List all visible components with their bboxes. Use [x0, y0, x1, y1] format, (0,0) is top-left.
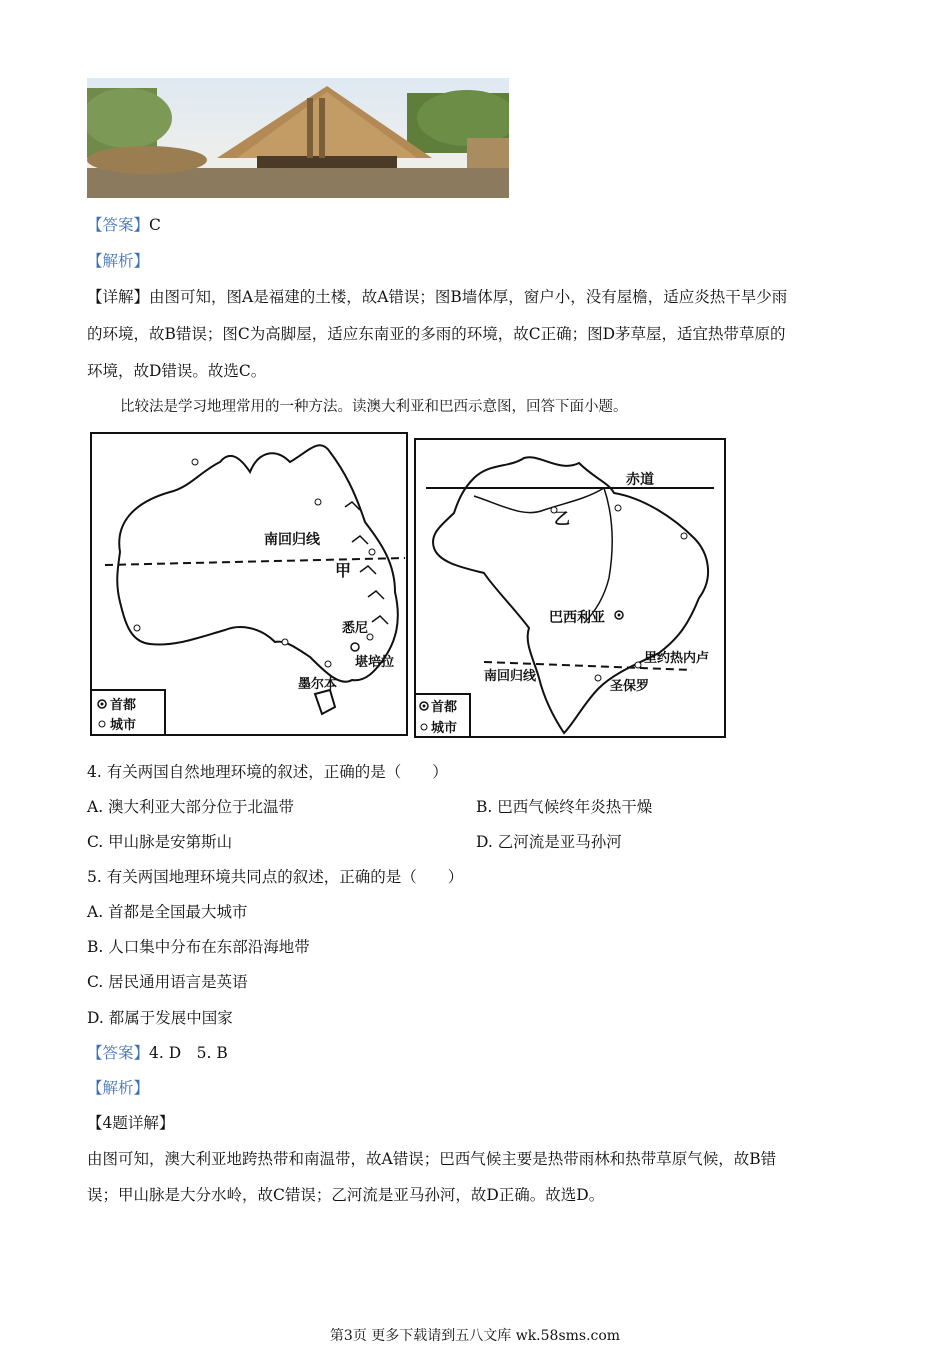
br-legend-city: 城市 — [431, 721, 458, 736]
q4-detail-line-2: 误；甲山脉是大分水岭，故C错误；乙河流是亚马孙河，故D正确。故选D。 — [87, 1186, 605, 1204]
answer-label: 【答案】 — [87, 216, 150, 234]
tropic-label-au: 南回归线 — [264, 532, 320, 548]
au-legend-city: 城市 — [110, 718, 137, 733]
saopaulo-label: 圣保罗 — [610, 679, 650, 694]
page-footer: 第3页 更多下载请到五八文库 wk.58sms.com — [329, 1328, 621, 1344]
question-intro: 比较法是学习地理常用的一种方法。读澳大利亚和巴西示意图，回答下面小题。 — [120, 399, 628, 415]
melbourne-label: 墨尔本 — [298, 677, 338, 692]
detail-text-1: 由图可知，图A是福建的土楼，故A错误；图B墙体厚，窗户小，没有屋檐，适应炎热干旱少雨 — [149, 288, 788, 306]
tropic-label-br: 南回归线 — [484, 669, 537, 684]
q4-option-c: C. 甲山脉是安第斯山 — [87, 833, 233, 851]
mountain-jia-label: 甲 — [335, 561, 352, 580]
q5-option-a: A. 首都是全国最大城市 — [87, 903, 248, 921]
detail-label: 【详解】 — [87, 288, 150, 306]
q5-option-c: C. 居民通用语言是英语 — [87, 973, 248, 991]
equator-label: 赤道 — [626, 472, 654, 488]
detail-line-2: 的环境，故B错误；图C为高脚屋，适应东南亚的多雨的环境，故C正确；图D茅草屋，适宜热带草原的 — [87, 325, 786, 343]
brasilia-label: 巴西利亚 — [549, 610, 605, 626]
q4-option-b: B. 巴西气候终年炎热干燥 — [476, 798, 653, 816]
detail-line-1 — [87, 287, 787, 307]
answer2-line — [87, 1043, 228, 1063]
detail-line-3: 环境，故D错误。故选C。 — [87, 362, 267, 380]
river-yi-label: 乙 — [554, 509, 571, 528]
q4-option-a: A. 澳大利亚大部分位于北温带 — [87, 798, 295, 816]
q4-option-d: D. 乙河流是亚马孙河 — [476, 833, 622, 851]
canberra-label: 堪培拉 — [355, 655, 395, 670]
q4-detail-label: 【4题详解】 — [87, 1114, 175, 1132]
q5-option-d: D. 都属于发展中国家 — [87, 1009, 233, 1027]
australia-map — [90, 432, 408, 736]
sydney-label: 悉尼 — [342, 621, 369, 636]
answer2-label: 【答案】 — [87, 1044, 150, 1062]
answer-value: C — [149, 216, 161, 234]
q4-stem: 4. 有关两国自然地理环境的叙述，正确的是（ ） — [87, 763, 448, 781]
q5-option-b: B. 人口集中分布在东部沿海地带 — [87, 938, 310, 956]
q5-stem: 5. 有关两国地理环境共同点的叙述，正确的是（ ） — [87, 868, 464, 886]
q4-detail-line-1: 由图可知，澳大利亚地跨热带和南温带，故A错误；巴西气候主要是热带雨林和热带草原气候，故B错 — [87, 1150, 777, 1168]
au-legend-capital: 首都 — [110, 698, 137, 713]
rio-label: 里约热内卢 — [644, 651, 710, 666]
analysis-label: 【解析】 — [87, 252, 150, 270]
brazil-map — [414, 438, 726, 738]
br-legend-capital: 首都 — [431, 700, 458, 715]
thatched-hut-photo — [87, 78, 509, 198]
analysis2-label: 【解析】 — [87, 1079, 150, 1097]
answer-line — [87, 215, 161, 235]
answer2-value: 4. D 5. B — [149, 1044, 228, 1062]
